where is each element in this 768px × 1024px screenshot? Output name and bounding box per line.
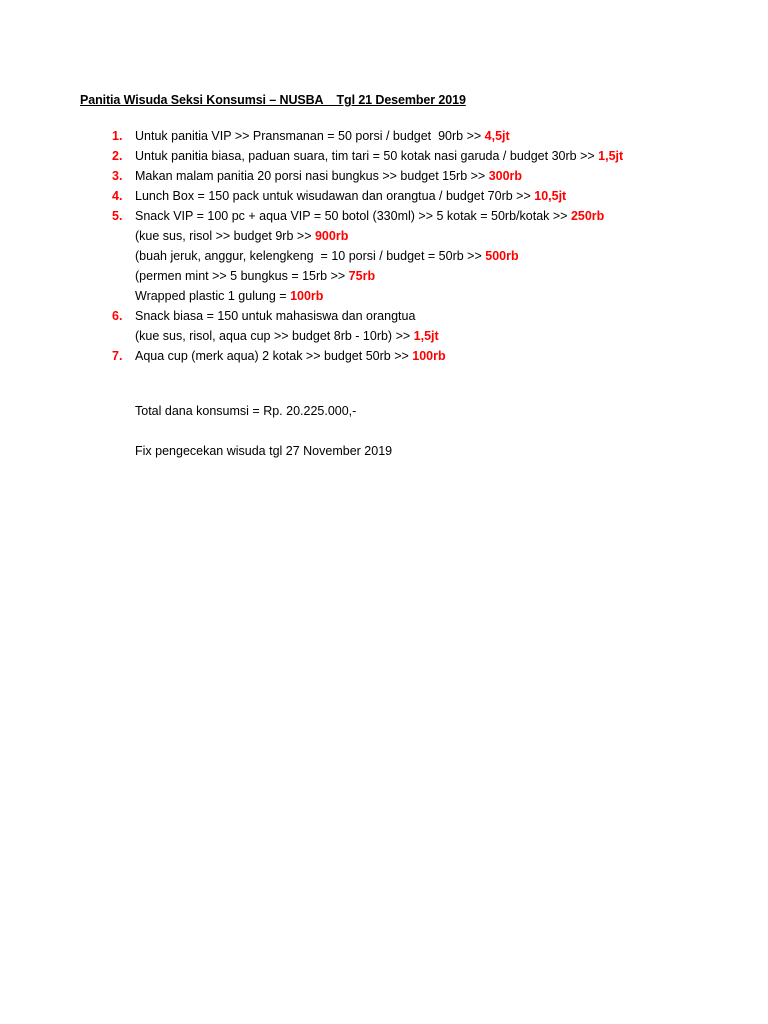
item-text: Untuk panitia biasa, paduan suara, tim tari = 50 kotak nasi garuda / budget 30rb >> [135, 149, 599, 163]
list-item [112, 286, 752, 306]
item-amount: 300rb [488, 169, 523, 183]
list-item [112, 306, 752, 326]
item-text: Makan malam panitia 20 porsi nasi bungkus >> budget 15rb >> [135, 169, 489, 183]
item-amount: 75rb [348, 269, 376, 283]
item-text: (permen mint >> 5 bungkus = 15rb >> [135, 269, 349, 283]
list-item [112, 346, 752, 366]
item-text-wrap [135, 206, 604, 226]
item-text-wrap [135, 266, 375, 286]
total-line: Total dana konsumsi = Rp. 20.225.000,- [135, 404, 357, 418]
item-text: (kue sus, risol, aqua cup >> budget 8rb - 10rb) >> [135, 329, 414, 343]
list-item [112, 246, 752, 266]
item-number: 7. [112, 349, 123, 363]
list-item [112, 266, 752, 286]
item-text: (kue sus, risol >> budget 9rb >> [135, 229, 315, 243]
item-number: 4. [112, 189, 123, 203]
list-item [112, 146, 752, 166]
item-amount: 100rb [412, 349, 446, 363]
item-amount: 1,5jt [598, 149, 624, 163]
list-item [112, 206, 752, 226]
note-line: Fix pengecekan wisuda tgl 27 November 2019 [135, 444, 393, 458]
item-number: 6. [112, 309, 123, 323]
item-text: (buah jeruk, anggur, kelengkeng = 10 porsi / budget = 50rb >> [135, 249, 486, 263]
item-amount: 1,5jt [413, 329, 439, 343]
item-amount: 10,5jt [534, 189, 567, 203]
item-number: 3. [112, 169, 123, 183]
item-amount: 900rb [314, 229, 349, 243]
item-text-wrap [135, 306, 415, 326]
item-number: 1. [112, 129, 123, 143]
item-number: 2. [112, 149, 123, 163]
item-amount: 100rb [290, 289, 324, 303]
item-text: Snack VIP = 100 pc + aqua VIP = 50 botol (330ml) >> 5 kotak = 50rb/kotak >> [135, 209, 571, 223]
item-number: 5. [112, 209, 123, 223]
item-text-wrap [135, 226, 348, 246]
item-text-wrap [135, 146, 623, 166]
consumption-list [112, 126, 752, 366]
item-text-wrap [135, 186, 566, 206]
list-item [112, 166, 752, 186]
item-text-wrap [135, 326, 439, 346]
list-item [112, 326, 752, 346]
item-text: Aqua cup (merk aqua) 2 kotak >> budget 50rb >> [135, 349, 413, 363]
item-amount: 250rb [570, 209, 605, 223]
item-text: Lunch Box = 150 pack untuk wisudawan dan orangtua / budget 70rb >> [135, 189, 535, 203]
list-item [112, 126, 752, 146]
item-amount: 500rb [485, 249, 519, 263]
list-item [112, 186, 752, 206]
item-text-wrap [135, 126, 510, 146]
item-text: Untuk panitia VIP >> Pransmanan = 50 porsi / budget 90rb >> [135, 129, 485, 143]
item-text-wrap [135, 286, 323, 306]
item-text-wrap [135, 166, 522, 186]
item-text: Wrapped plastic 1 gulung = [135, 289, 291, 303]
item-text-wrap [135, 246, 519, 266]
item-amount: 4,5jt [484, 129, 510, 143]
document-title: Panitia Wisuda Seksi Konsumsi – NUSBA Tgl 21 Desember 2019 [80, 93, 466, 107]
item-text-wrap [135, 346, 446, 366]
item-text: Snack biasa = 150 untuk mahasiswa dan orangtua [135, 309, 416, 323]
list-item [112, 226, 752, 246]
